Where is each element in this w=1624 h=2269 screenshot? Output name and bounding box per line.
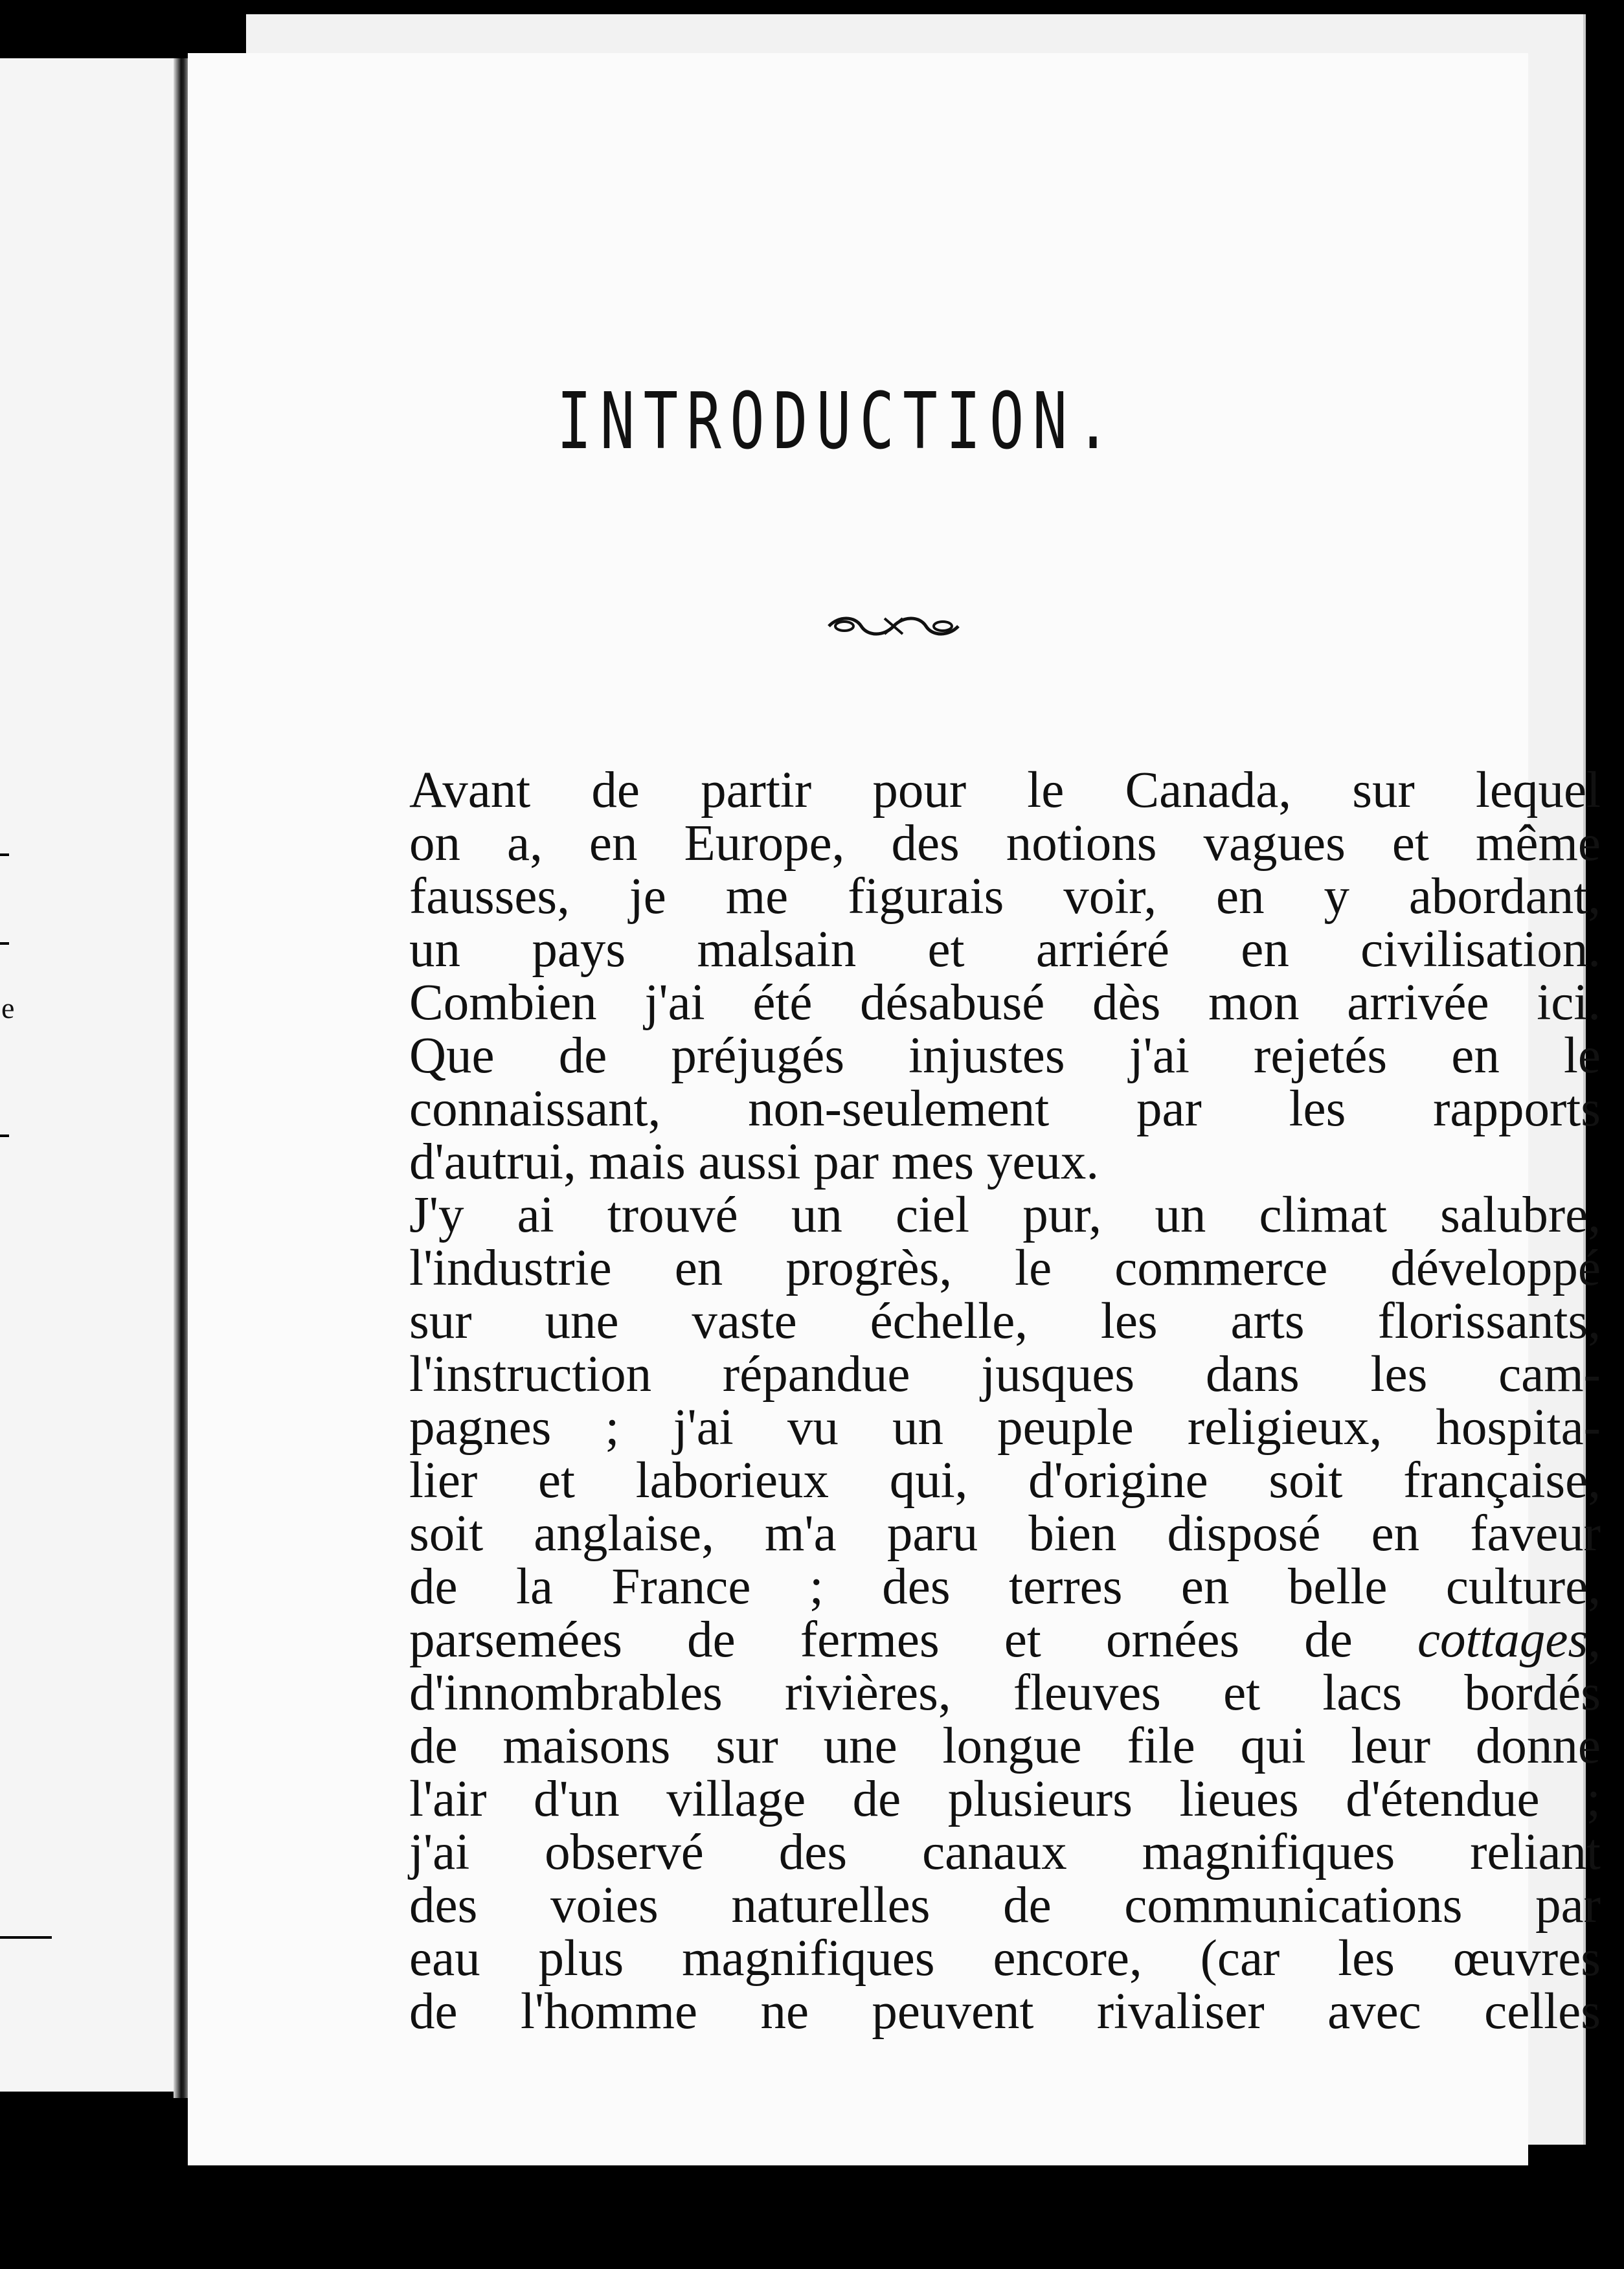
text-line: connaissant, non-seulement par les rapports <box>409 1081 1601 1137</box>
text-line: l'air d'un village de plusieurs lieues d'étendue ; <box>409 1771 1601 1827</box>
margin-tick <box>0 1134 9 1137</box>
ornament-flourish-icon <box>822 613 965 639</box>
text-line: j'ai observé des canaux magnifiques reliant <box>409 1824 1601 1880</box>
text-line: fausses, je me figurais voir, en y abordant, <box>409 868 1601 925</box>
italic-word: cottages <box>1417 1612 1588 1668</box>
paragraph <box>351 764 1601 1189</box>
text-line: d'innombrables rivières, fleuves et lacs bordés <box>409 1665 1601 1721</box>
facing-page <box>0 58 178 2092</box>
margin-tick <box>0 853 9 856</box>
text-line: eau plus magnifiques encore, (car les œuvres <box>409 1930 1601 1987</box>
text-line: des voies naturelles de communications par <box>409 1877 1601 1934</box>
text-line: l'instruction répandue jusques dans les cam- <box>409 1346 1601 1403</box>
text-line: l'industrie en progrès, le commerce développé <box>409 1240 1601 1296</box>
text-line: de maisons sur une longue file qui leur donne <box>409 1718 1601 1774</box>
text-line: de l'homme ne peuvent rivaliser avec celles <box>409 1983 1601 2040</box>
page-title: INTRODUCTION. <box>557 377 1120 467</box>
margin-tick <box>0 942 9 945</box>
book-page <box>188 53 1601 2165</box>
facing-page-text-fragment: e <box>1 991 15 1024</box>
text-line: un pays malsain et arriéré en civilisation. <box>409 921 1601 978</box>
text-line: soit anglaise, m'a paru bien disposé en faveur <box>409 1506 1601 1562</box>
body-text <box>351 764 1601 2038</box>
text-line: parsemées de fermes et ornées de cottages, <box>409 1612 1601 1668</box>
text-line: pagnes ; j'ai vu un peuple religieux, hospita- <box>409 1399 1601 1456</box>
text-line: on a, en Europe, des notions vagues et même <box>409 815 1601 872</box>
paragraph <box>351 1189 1601 2038</box>
text-line: d'autrui, mais aussi par mes yeux. <box>409 1134 1100 1190</box>
margin-rule <box>0 1936 52 1939</box>
text-line: J'y ai trouvé un ciel pur, un climat salubre, <box>409 1187 1601 1243</box>
text-line: sur une vaste échelle, les arts florissants, <box>409 1293 1601 1349</box>
text-line: Avant de partir pour le Canada, sur lequel <box>409 762 1601 818</box>
text-line: de la France ; des terres en belle culture, <box>409 1559 1601 1615</box>
text-line: Que de préjugés injustes j'ai rejetés en le <box>409 1028 1601 1084</box>
text-line: lier et laborieux qui, d'origine soit française, <box>409 1452 1601 1509</box>
text-line: Combien j'ai été désabusé dès mon arrivée ici. <box>409 975 1601 1031</box>
